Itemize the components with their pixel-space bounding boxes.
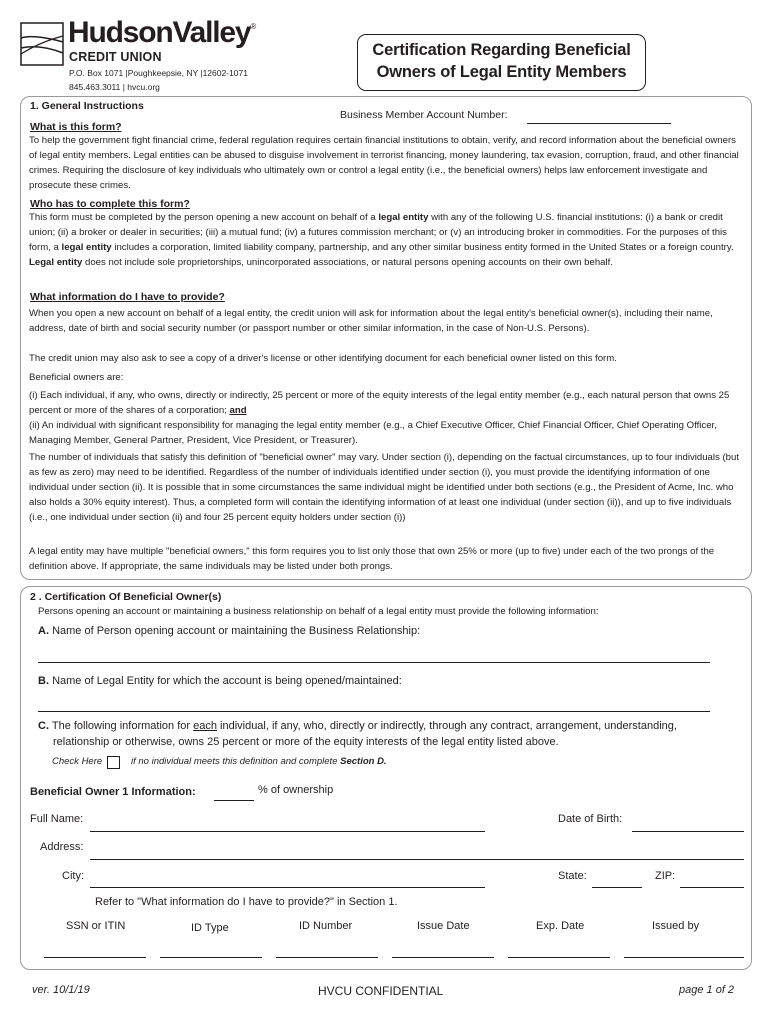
address-label: Address:	[40, 841, 84, 853]
owner-count-text: The number of individuals that satisfy this definition of "beneficial owner" may vary. Under section (i), depending on the factual circumstances, up to four individuals (but as few as zero) may need to be identified. Regardless of the number of individuals identified under section (i), you must provide the identifying information of one individual under section (ii). It is possible that in some circumstances the same individual might be identified under both sections (e.g., the President of Acme, Inc. who also holds a 30% equity interest). Thus, a completed form will contain the identifying information of at least one individual (under section (ii)), and up to five individuals (i.e., one individual under section (ii) and four 25 percent equity holders under section (i))	[29, 452, 740, 523]
what-info-heading: What information do I have to provide?	[30, 291, 225, 303]
contact-line: 845.463.3011 | hvcu.org	[69, 82, 160, 92]
form-title: Certification Regarding Beneficial Owners of Legal Entity Members	[357, 34, 646, 91]
person-name-field[interactable]	[38, 662, 710, 663]
account-number-field[interactable]	[527, 123, 671, 124]
owner1-heading: Beneficial Owner 1 Information:	[30, 786, 196, 798]
id-type-field[interactable]	[160, 957, 262, 958]
item-c-line2: relationship or otherwise, owns 25 percent or more of the equity interests of the legal entity listed above.	[53, 736, 559, 748]
who-completes-heading: Who has to complete this form?	[30, 198, 190, 210]
item-c: C. The following information for each individual, if any, who, directly or indirectly, through any contract, arrangement, understanding,	[38, 720, 677, 732]
issued-by-field[interactable]	[624, 957, 744, 958]
address-field[interactable]	[90, 859, 744, 860]
what-is-form-heading: What is this form?	[30, 121, 122, 133]
logo-mark-icon	[20, 22, 64, 66]
no-individual-checkbox[interactable]	[107, 756, 120, 769]
city-label: City:	[62, 870, 84, 882]
issue-date-field[interactable]	[392, 957, 494, 958]
dob-field[interactable]	[632, 831, 744, 832]
certification-section	[20, 586, 752, 970]
ssn-field[interactable]	[44, 957, 146, 958]
section1-heading: 1. General Instructions	[30, 100, 144, 112]
state-label: State:	[558, 870, 587, 882]
exp-date-field[interactable]	[508, 957, 610, 958]
id-number-field[interactable]	[276, 957, 378, 958]
owner-definition-i: (i) Each individual, if any, who owns, directly or indirectly, 25 percent or more of the equity interests of the legal entity member (e.g., each natural person that owns 25 percent or more of the shares of a corporation; and	[29, 390, 730, 416]
full-name-label: Full Name:	[30, 813, 84, 825]
drivers-license-text: The credit union may also ask to see a copy of a driver's license or other identifying document for each beneficial owner listed on this form.	[29, 353, 617, 364]
logo-name: HudsonValley®	[68, 16, 256, 49]
ownership-percent-field[interactable]	[214, 800, 254, 801]
confidential-label: HVCU CONFIDENTIAL	[318, 984, 444, 998]
who-completes-text: This form must be completed by the person opening a new account on behalf of a legal entity with any of the following U.S. financial institutions: (i) a bank or credit union; (ii) a broker or dealer in securities; (iii) a mutual fund; (iv) a futures commission merchant; or (v) an introducing broker in commodities. For the purposes of this form, a legal entity includes a corporation, limited liability company, partnership, and any other similar business entity formed in the United States or a foreign country. Legal entity does not include sole proprietorships, unincorporated associations, or natural persons opening accounts on their own behalf.	[29, 212, 734, 268]
beneficial-owners-label: Beneficial owners are:	[29, 372, 124, 383]
col-ssn-label: SSN or ITIN	[66, 920, 126, 932]
zip-field[interactable]	[680, 887, 744, 888]
item-b: B. Name of Legal Entity for which the account is being opened/maintained:	[38, 675, 402, 687]
col-issue-date-label: Issue Date	[417, 920, 470, 932]
section2-intro: Persons opening an account or maintaining a business relationship on behalf of a legal entity must provide the following information:	[38, 606, 599, 617]
col-exp-date-label: Exp. Date	[536, 920, 585, 932]
state-field[interactable]	[592, 887, 642, 888]
ownership-label: % of ownership	[258, 784, 334, 796]
full-name-field[interactable]	[90, 831, 485, 832]
col-id-type-label: ID Type	[191, 922, 229, 934]
section2-heading: 2 . Certification Of Beneficial Owner(s)	[30, 591, 222, 603]
city-field[interactable]	[90, 887, 485, 888]
address-line: P.O. Box 1071 |Poughkeepsie, NY |12602-1071	[69, 68, 248, 78]
check-here-label: Check Here	[52, 756, 103, 767]
owner-definition-ii: (ii) An individual with significant responsibility for managing the legal entity member (e.g., a Chief Executive Officer, Chief Financial Officer, Chief Operating Officer, Managing Member, General Partner, President, Vice President, or Treasurer).	[29, 420, 717, 446]
col-issued-by-label: Issued by	[652, 920, 700, 932]
what-is-form-text: To help the government fight financial crime, federal regulation requires certain financial institutions to obtain, verify, and record information about the beneficial owners of legal entity members. Legal entities can be abused to disguise involvement in terrorist financing, money laundering, tax evasion, corruption, fraud, and other financial crimes. Requiring the disclosure of key individuals who ultimately own or control a legal entity (i.e., the beneficial owners) helps law enforcement investigate and prosecute these crimes.	[29, 135, 739, 191]
page-number: page 1 of 2	[679, 984, 735, 996]
col-id-number-label: ID Number	[299, 920, 353, 932]
logo-subtitle: CREDIT UNION	[69, 50, 162, 64]
multiple-owners-text: A legal entity may have multiple "beneficial owners," this form requires you to list only those that own 25% or more (up to five) under each of the two prongs of the definition above. If appropriate, the same individuals may be listed under both prongs.	[29, 546, 715, 572]
check-here-text: if no individual meets this definition and complete Section D.	[131, 756, 387, 767]
what-info-text: When you open a new account on behalf of a legal entity, the credit union will ask for information about the legal entity's beneficial owner(s), including their name, address, date of birth and social security number (or passport number or other similar information, in the case of Non-U.S. Persons).	[29, 308, 713, 334]
legal-entity-name-field[interactable]	[38, 711, 710, 712]
refer-text: Refer to "What information do I have to provide?" in Section 1.	[95, 896, 398, 908]
zip-label: ZIP:	[655, 870, 676, 882]
dob-label: Date of Birth:	[558, 813, 623, 825]
item-a: A. Name of Person opening account or maintaining the Business Relationship:	[38, 625, 421, 637]
account-number-label: Business Member Account Number:	[340, 109, 508, 121]
version-label: ver. 10/1/19	[32, 984, 90, 996]
